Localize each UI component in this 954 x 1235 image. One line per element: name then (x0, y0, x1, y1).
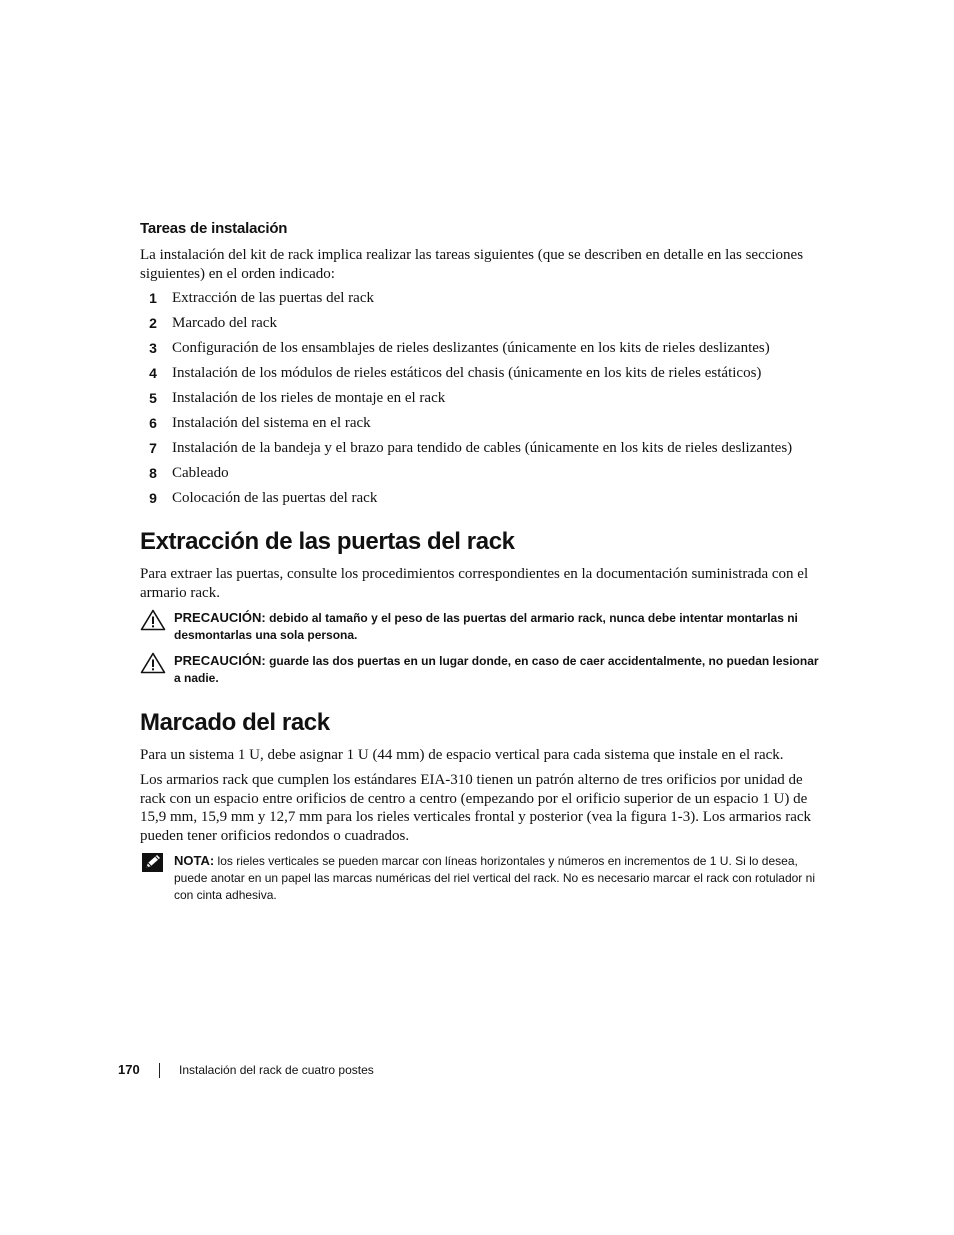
step-text: Instalación de los módulos de rieles estáticos del chasis (únicamente en los kits de rieles estáticos) (172, 365, 762, 381)
list-item (140, 289, 830, 314)
installation-steps-list (140, 289, 830, 514)
list-item (140, 464, 830, 489)
caution-text: guarde las dos puertas en un lugar donde, en caso de caer accidentalmente, no puedan lesionar a nadie. (174, 654, 819, 685)
list-item (140, 439, 830, 464)
step-number: 3 (149, 340, 157, 356)
footer-separator (159, 1063, 160, 1078)
note-label: NOTA: (174, 853, 215, 868)
caution-message (174, 652, 824, 687)
page-number: 170 (118, 1062, 140, 1077)
step-number: 9 (149, 490, 157, 506)
step-text: Extracción de las puertas del rack (172, 290, 374, 306)
list-item (140, 339, 830, 364)
step-text: Cableado (172, 465, 229, 481)
doors-paragraph: Para extraer las puertas, consulte los procedimientos correspondientes en la documentación suministrada con el armario rack. (140, 566, 809, 601)
heading-marcado-rack: Marcado del rack (140, 709, 330, 736)
chapter-title: Instalación del rack de cuatro postes (179, 1063, 374, 1077)
step-text: Colocación de las puertas del rack (172, 490, 378, 506)
step-number: 7 (149, 440, 157, 456)
list-item (140, 389, 830, 414)
caution-text: debido al tamaño y el peso de las puertas del armario rack, nunca debe intentar montarlas ni desmontarlas una sola persona. (174, 611, 798, 642)
warning-triangle-icon (140, 652, 166, 674)
step-number: 6 (149, 415, 157, 431)
step-number: 5 (149, 390, 157, 406)
marking-paragraph-1: Para un sistema 1 U, debe asignar 1 U (44 mm) de espacio vertical para cada sistema que instale en el rack. (140, 747, 784, 763)
warning-triangle-icon (140, 609, 166, 631)
caution-label: PRECAUCIÓN: (174, 610, 266, 625)
step-number: 4 (149, 365, 157, 381)
pencil-note-icon (140, 852, 166, 874)
step-text: Marcado del rack (172, 315, 277, 331)
step-text: Instalación de los rieles de montaje en el rack (172, 390, 446, 406)
step-text: Configuración de los ensamblajes de rieles deslizantes (únicamente en los kits de rieles deslizantes) (172, 340, 770, 356)
step-text: Instalación del sistema en el rack (172, 415, 371, 431)
step-number: 2 (149, 315, 157, 331)
caution-message (174, 609, 824, 644)
note-text: los rieles verticales se pueden marcar con líneas horizontales y números en incrementos de 1 U. Si lo desea, puede anotar en un papel las marcas numéricas del riel vertical del rack. No es necesario marcar el rack con rotulador ni con cinta adhesiva. (174, 854, 815, 902)
step-number: 8 (149, 465, 157, 481)
heading-extraccion-puertas: Extracción de las puertas del rack (140, 528, 515, 555)
intro-paragraph: La instalación del kit de rack implica realizar las tareas siguientes (que se describen en detalle en las secciones siguientes) en el orden indicado: (140, 247, 804, 282)
subheading-tareas: Tareas de instalación (140, 220, 288, 237)
marking-paragraph-2: Los armarios rack que cumplen los estándares EIA-310 tienen un patrón alterno de tres orificios por unidad de rack con un espacio entre orificios de centro a centro (empezando por el orificio superior de un espacio 1 U) de 15,9 mm, 15,9 mm y 12,7 mm para los rieles verticales frontal y posterior (vea la figura 1-3). Los armarios rack pueden tener orificios redondos o cuadrados. (140, 772, 812, 844)
list-item (140, 364, 830, 389)
list-item (140, 314, 830, 339)
caution-label: PRECAUCIÓN: (174, 653, 266, 668)
list-item (140, 489, 830, 514)
note-message (174, 852, 824, 904)
step-text: Instalación de la bandeja y el brazo para tendido de cables (únicamente en los kits de rieles deslizantes) (172, 440, 793, 456)
step-number: 1 (149, 290, 157, 306)
list-item (140, 414, 830, 439)
